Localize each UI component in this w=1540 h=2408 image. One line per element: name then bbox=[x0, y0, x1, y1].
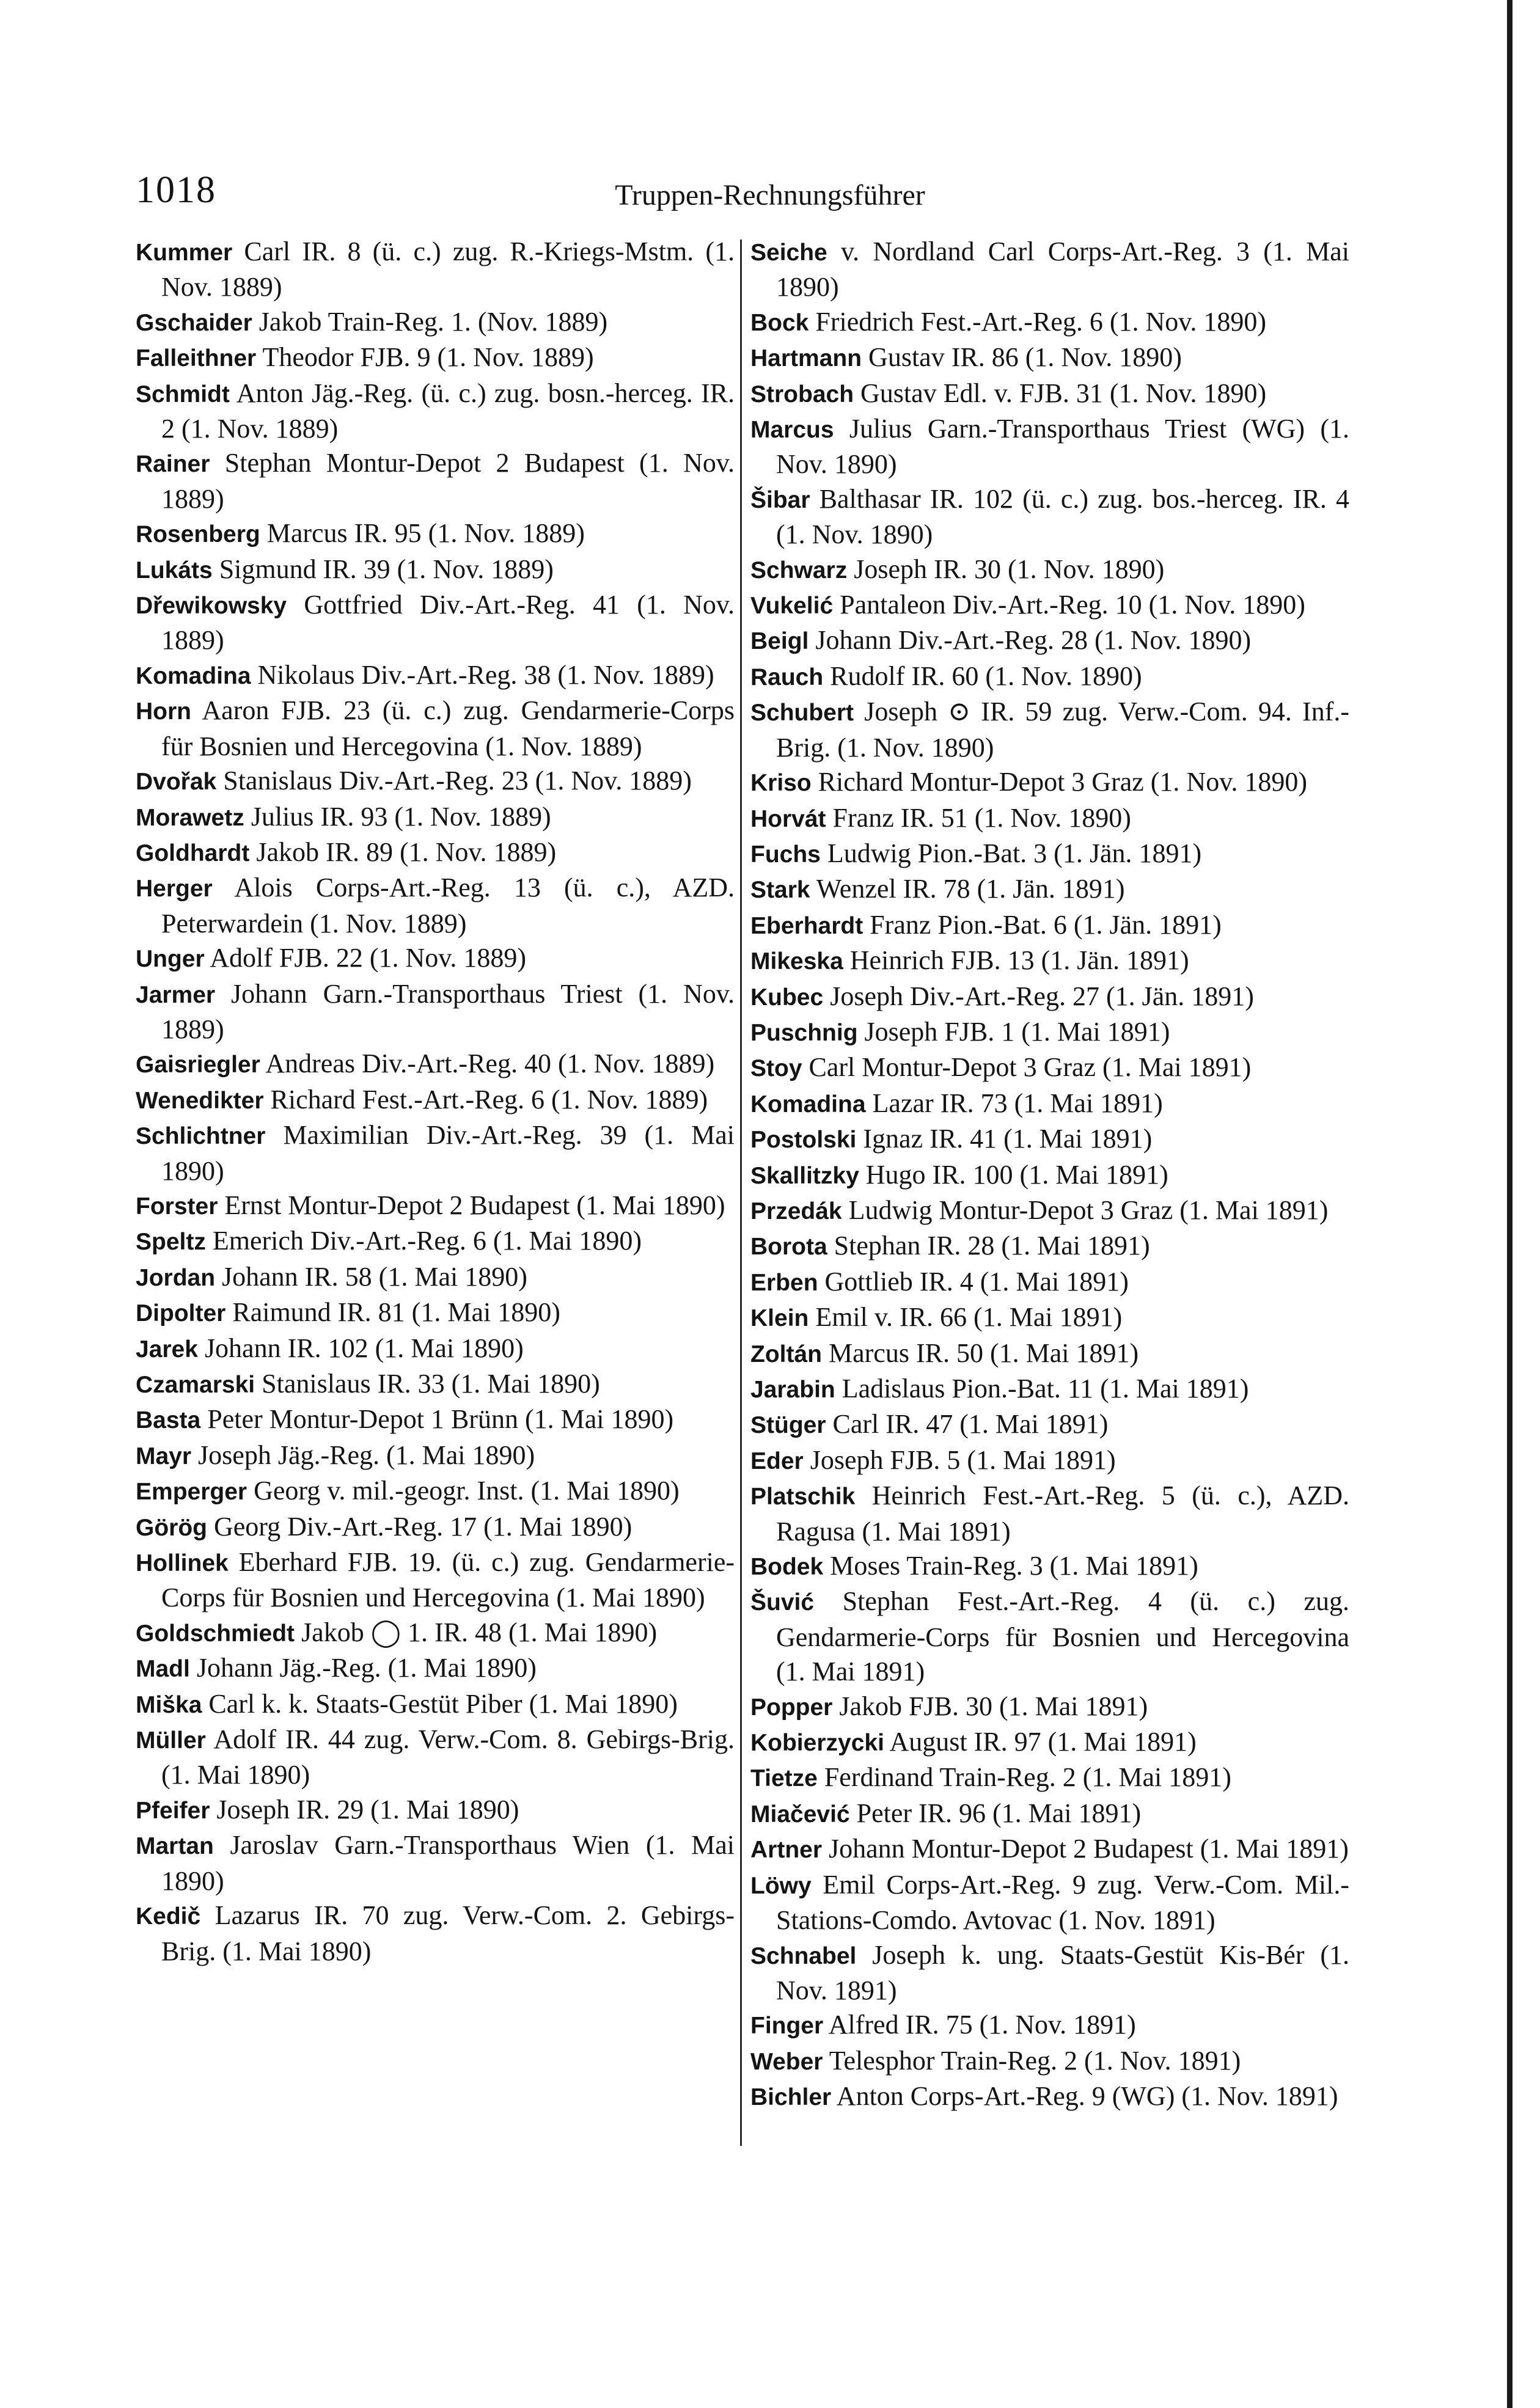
entry-surname: Kobierzycki bbox=[750, 1730, 884, 1757]
register-entry bbox=[136, 552, 735, 588]
entry-details: Richard Fest.-Art.-Reg. 6 (1. Nov. 1889) bbox=[270, 1084, 708, 1114]
entry-details: Stephan Montur-Depot 2 Budapest (1. Nov. 1889) bbox=[161, 448, 735, 514]
register-entry bbox=[750, 1300, 1349, 1336]
entry-surname: Šibar bbox=[750, 486, 810, 513]
register-entry bbox=[136, 1545, 735, 1616]
entry-surname: Komadina bbox=[136, 662, 251, 689]
entry-surname: Rosenberg bbox=[136, 521, 260, 548]
entry-details: Joseph FJB. 1 (1. Mai 1891) bbox=[864, 1016, 1170, 1047]
entry-details: Peter Montur-Depot 1 Brünn (1. Mai 1890) bbox=[207, 1404, 674, 1435]
entry-details: Nikolaus Div.-Art.-Reg. 38 (1. Nov. 1889) bbox=[257, 659, 714, 690]
entry-surname: Müller bbox=[136, 1727, 206, 1754]
entry-details: Gustav IR. 86 (1. Nov. 1890) bbox=[868, 342, 1182, 373]
entry-surname: Wenedikter bbox=[136, 1087, 264, 1114]
entry-surname: Basta bbox=[136, 1407, 201, 1434]
register-entry bbox=[750, 340, 1349, 376]
register-entry bbox=[136, 1083, 735, 1118]
register-entry bbox=[750, 695, 1349, 765]
entry-details: Joseph IR. 29 (1. Mai 1890) bbox=[216, 1794, 519, 1824]
register-entry bbox=[750, 765, 1349, 800]
entry-surname: Emperger bbox=[136, 1479, 248, 1506]
entry-details: Lazar IR. 73 (1. Mai 1891) bbox=[872, 1088, 1163, 1118]
entry-surname: Hollinek bbox=[136, 1550, 229, 1577]
entry-surname: Mikeska bbox=[750, 948, 843, 975]
entry-surname: Artner bbox=[750, 1837, 823, 1864]
register-entry bbox=[750, 1015, 1349, 1050]
entry-details: Anton Jäg.-Reg. (ü. c.) zug. bosn.-herceg. IR. 2 (1. Nov. 1889) bbox=[161, 378, 735, 444]
register-entry bbox=[750, 943, 1349, 979]
entry-surname: Borota bbox=[750, 1234, 827, 1261]
entry-surname: Marcus bbox=[750, 417, 834, 444]
entry-surname: Madl bbox=[136, 1656, 190, 1683]
register-entry bbox=[750, 1832, 1349, 1867]
entry-surname: Beigl bbox=[750, 628, 809, 655]
entry-details: Joseph IR. 30 (1. Nov. 1890) bbox=[854, 554, 1165, 584]
entry-details: Alois Corps-Art.-Reg. 13 (ü. c.), AZD. Peterwardein (1. Nov. 1889) bbox=[161, 873, 735, 939]
register-entry bbox=[136, 1651, 735, 1686]
entry-surname: Bichler bbox=[750, 2084, 832, 2111]
entry-surname: Dvořak bbox=[136, 769, 217, 796]
entry-details: v. Nordland Carl Corps-Art.-Reg. 3 (1. Mai 1890) bbox=[776, 236, 1349, 302]
entry-details: Georg v. mil.-geogr. Inst. (1. Mai 1890) bbox=[254, 1476, 680, 1506]
register-entry bbox=[136, 1260, 735, 1295]
entry-surname: Finger bbox=[750, 2013, 824, 2040]
entry-surname: Kriso bbox=[750, 770, 812, 797]
register-entry bbox=[750, 659, 1349, 695]
entry-details: Marcus IR. 95 (1. Nov. 1889) bbox=[266, 518, 585, 549]
entry-surname: Lukáts bbox=[136, 557, 213, 584]
entry-surname: Miška bbox=[136, 1691, 202, 1718]
entry-details: Theodor FJB. 9 (1. Nov. 1889) bbox=[262, 342, 594, 373]
entry-details: Gustav Edl. v. FJB. 31 (1. Nov. 1890) bbox=[860, 378, 1267, 408]
entry-details: Carl IR. 47 (1. Mai 1891) bbox=[832, 1409, 1109, 1440]
entry-surname: Šuvić bbox=[750, 1589, 815, 1616]
entry-surname: Zoltán bbox=[750, 1341, 822, 1367]
register-entry bbox=[750, 376, 1349, 412]
entry-surname: Vukelić bbox=[750, 593, 834, 620]
entry-details: Emil Corps-Art.-Reg. 9 zug. Verw.-Com. Mil.-Stations-Comdo. Avtovac (1. Nov. 1891) bbox=[776, 1869, 1349, 1936]
entry-details: Emil v. IR. 66 (1. Mai 1891) bbox=[815, 1302, 1123, 1333]
register-entry bbox=[136, 340, 735, 376]
entry-surname: Platschik bbox=[750, 1484, 856, 1510]
entry-details: Franz IR. 51 (1. Nov. 1890) bbox=[832, 802, 1131, 833]
entry-surname: Bock bbox=[750, 309, 809, 336]
register-entry bbox=[750, 412, 1349, 482]
entry-surname: Bodek bbox=[750, 1554, 824, 1581]
left-column bbox=[136, 235, 735, 1969]
entry-details: Heinrich FJB. 13 (1. Jän. 1891) bbox=[849, 945, 1189, 976]
register-entry bbox=[750, 908, 1349, 943]
entry-surname: Eder bbox=[750, 1447, 804, 1474]
entry-details: Ludwig Pion.-Bat. 3 (1. Jän. 1891) bbox=[827, 838, 1202, 868]
entry-surname: Gaisriegler bbox=[136, 1052, 260, 1078]
entry-surname: Kubec bbox=[750, 984, 824, 1011]
entry-surname: Fuchs bbox=[750, 841, 821, 868]
entry-surname: Morawetz bbox=[136, 804, 244, 831]
register-entry bbox=[136, 1510, 735, 1545]
entry-surname: Seiche bbox=[750, 240, 827, 266]
register-entry bbox=[750, 1122, 1349, 1157]
entry-details: Ferdinand Train-Reg. 2 (1. Mai 1891) bbox=[824, 1762, 1231, 1793]
entry-details: Ladislaus Pion.-Bat. 11 (1. Mai 1891) bbox=[842, 1374, 1249, 1403]
entry-surname: Hartmann bbox=[750, 345, 862, 372]
entry-surname: Klein bbox=[750, 1305, 809, 1332]
entry-details: Friedrich Fest.-Art.-Reg. 6 (1. Nov. 1890) bbox=[815, 306, 1267, 337]
entry-surname: Eberhardt bbox=[750, 912, 864, 939]
entry-surname: Postolski bbox=[750, 1127, 857, 1154]
register-entry bbox=[750, 1086, 1349, 1122]
entry-details: Jakob Train-Reg. 1. (Nov. 1889) bbox=[258, 306, 608, 337]
entry-surname: Popper bbox=[750, 1694, 833, 1721]
register-entry bbox=[136, 235, 735, 305]
register-entry bbox=[750, 1725, 1349, 1760]
entry-surname: Przedák bbox=[750, 1198, 842, 1224]
entry-surname: Schmidt bbox=[136, 381, 230, 408]
entry-details: Johann Garn.-Transporthaus Triest (1. Nov. 1889) bbox=[161, 978, 735, 1044]
entry-surname: Löwy bbox=[750, 1872, 812, 1899]
entry-details: Gottlieb IR. 4 (1. Mai 1891) bbox=[824, 1266, 1129, 1297]
register-entry bbox=[750, 1549, 1349, 1584]
entry-details: Stephan Fest.-Art.-Reg. 4 (ü. c.) zug. Gendarmerie-Corps für Bosnien und Hercegovina (1. Mai 1891) bbox=[776, 1586, 1349, 1687]
right-column bbox=[750, 235, 1349, 2115]
entry-details: Jakob ◯ 1. IR. 48 (1. Mai 1890) bbox=[301, 1617, 658, 1647]
register-entry bbox=[136, 1295, 735, 1331]
entry-details: Emerich Div.-Art.-Reg. 6 (1. Mai 1890) bbox=[212, 1226, 642, 1256]
entry-surname: Goldhardt bbox=[136, 840, 250, 866]
register-entry bbox=[136, 941, 735, 976]
entry-details: Heinrich Fest.-Art.-Reg. 5 (ü. c.), AZD. Ragusa (1. Mai 1891) bbox=[776, 1480, 1350, 1546]
entry-surname: Falleithner bbox=[136, 345, 257, 372]
register-entry bbox=[136, 835, 735, 871]
entry-details: Telesphor Train-Reg. 2 (1. Nov. 1891) bbox=[829, 2045, 1241, 2076]
register-entry bbox=[136, 1331, 735, 1367]
entry-details: Sigmund IR. 39 (1. Nov. 1889) bbox=[219, 554, 554, 584]
entry-surname: Puschnig bbox=[750, 1019, 858, 1046]
register-entry bbox=[136, 1438, 735, 1474]
register-entry bbox=[136, 305, 735, 340]
entry-surname: Görög bbox=[136, 1514, 207, 1541]
register-entry bbox=[750, 1050, 1349, 1086]
entry-surname: Gschaider bbox=[136, 309, 252, 336]
entry-surname: Stoy bbox=[750, 1055, 802, 1082]
register-entry bbox=[136, 1793, 735, 1828]
entry-details: Anton Corps-Art.-Reg. 9 (WG) (1. Nov. 1891) bbox=[836, 2081, 1338, 2112]
entry-details: Johann IR. 102 (1. Mai 1890) bbox=[204, 1333, 524, 1363]
entry-details: Moses Train-Reg. 3 (1. Mai 1891) bbox=[830, 1551, 1198, 1581]
entry-details: Wenzel IR. 78 (1. Jän. 1891) bbox=[816, 874, 1125, 904]
entry-surname: Rauch bbox=[750, 664, 824, 690]
register-entry bbox=[750, 1938, 1349, 2008]
entry-surname: Kummer bbox=[136, 240, 233, 266]
entry-details: Julius IR. 93 (1. Nov. 1889) bbox=[251, 801, 551, 832]
entry-surname: Komadina bbox=[750, 1091, 866, 1118]
register-entry bbox=[136, 1047, 735, 1082]
register-entry bbox=[750, 1336, 1349, 1372]
entry-surname: Stark bbox=[750, 877, 810, 904]
entry-details: Jakob IR. 89 (1. Nov. 1889) bbox=[256, 836, 557, 867]
entry-surname: Pfeifer bbox=[136, 1797, 210, 1824]
register-entry bbox=[136, 764, 735, 799]
entry-surname: Schwarz bbox=[750, 557, 848, 584]
register-entry bbox=[750, 2008, 1349, 2043]
entry-surname: Miačević bbox=[750, 1801, 850, 1828]
page-edge-rule bbox=[1507, 0, 1513, 2408]
entry-details: Joseph k. ung. Staats-Gestüt Kis-Bér (1. Nov. 1891) bbox=[776, 1939, 1349, 2005]
entry-details: Stephan IR. 28 (1. Mai 1891) bbox=[834, 1231, 1150, 1261]
entry-surname: Goldschmiedt bbox=[136, 1620, 295, 1647]
register-entry bbox=[750, 1443, 1349, 1479]
entry-details: Stanislaus Div.-Art.-Reg. 23 (1. Nov. 1889) bbox=[223, 766, 692, 796]
entry-details: Joseph ⊙ IR. 59 zug. Verw.-Com. 94. Inf.-Brig. (1. Nov. 1890) bbox=[776, 697, 1350, 763]
entry-details: Aaron FJB. 23 (ü. c.) zug. Gendarmerie-Corps für Bosnien und Hercegovina (1. Nov. 1889) bbox=[161, 695, 735, 761]
running-title: Truppen-Rechnungsführer bbox=[615, 179, 925, 211]
entry-surname: Schlichtner bbox=[136, 1123, 266, 1150]
entry-details: Jaroslav Garn.-Transporthaus Wien (1. Mai 1890) bbox=[161, 1830, 735, 1896]
register-entry bbox=[136, 1722, 735, 1793]
register-entry bbox=[750, 588, 1349, 623]
register-entry bbox=[136, 376, 735, 447]
register-entry bbox=[750, 1229, 1349, 1264]
entry-surname: Tietze bbox=[750, 1765, 818, 1792]
entry-details: Ignaz IR. 41 (1. Mai 1891) bbox=[863, 1124, 1153, 1154]
register-entry bbox=[750, 2044, 1349, 2079]
entry-details: Andreas Div.-Art.-Reg. 40 (1. Nov. 1889) bbox=[265, 1048, 715, 1079]
entry-details: Jakob FJB. 30 (1. Mai 1891) bbox=[839, 1691, 1148, 1721]
entry-details: Peter IR. 96 (1. Mai 1891) bbox=[856, 1798, 1142, 1828]
entry-surname: Schubert bbox=[750, 700, 854, 726]
entry-details: Alfred IR. 75 (1. Nov. 1891) bbox=[828, 2010, 1136, 2040]
register-entry bbox=[136, 588, 735, 658]
register-entry bbox=[136, 516, 735, 552]
entry-details: Stanislaus IR. 33 (1. Mai 1890) bbox=[262, 1369, 600, 1399]
entry-details: Eberhard FJB. 19. (ü. c.) zug. Gendarmerie-Corps für Bosnien und Hercegovina (1. Mai 1890) bbox=[161, 1547, 735, 1613]
register-entry bbox=[750, 801, 1349, 836]
entry-surname: Kedič bbox=[136, 1903, 201, 1930]
register-entry bbox=[136, 1402, 735, 1438]
entry-details: Marcus IR. 50 (1. Mai 1891) bbox=[828, 1338, 1139, 1368]
entry-surname: Erben bbox=[750, 1269, 818, 1296]
register-entry bbox=[750, 235, 1349, 305]
entry-details: Pantaleon Div.-Art.-Reg. 10 (1. Nov. 1890) bbox=[840, 590, 1305, 620]
entry-details: Carl Montur-Depot 3 Graz (1. Mai 1891) bbox=[809, 1052, 1252, 1083]
entry-details: Ludwig Montur-Depot 3 Graz (1. Mai 1891) bbox=[848, 1195, 1329, 1225]
register-entry bbox=[136, 800, 735, 835]
entry-surname: Herger bbox=[136, 876, 213, 902]
register-entry bbox=[750, 482, 1349, 552]
entry-surname: Schnabel bbox=[750, 1942, 857, 1969]
entry-surname: Forster bbox=[136, 1193, 218, 1220]
register-entry bbox=[750, 2079, 1349, 2115]
entry-surname: Jarek bbox=[136, 1336, 198, 1363]
register-entry bbox=[750, 1158, 1349, 1193]
entry-surname: Skallitzky bbox=[750, 1162, 859, 1189]
entry-details: Richard Montur-Depot 3 Graz (1. Nov. 1890) bbox=[818, 767, 1307, 797]
register-entry bbox=[750, 1265, 1349, 1300]
page-number: 1018 bbox=[136, 169, 216, 211]
entry-surname: Strobach bbox=[750, 381, 854, 408]
entry-surname: Jarmer bbox=[136, 981, 216, 1008]
entry-details: Joseph Jäg.-Reg. (1. Mai 1890) bbox=[198, 1440, 535, 1470]
entry-details: Georg Div.-Art.-Reg. 17 (1. Mai 1890) bbox=[213, 1511, 632, 1542]
entry-surname: Horvát bbox=[750, 805, 826, 832]
entry-surname: Speltz bbox=[136, 1229, 206, 1256]
register-entry bbox=[136, 1828, 735, 1898]
entry-surname: Unger bbox=[136, 946, 205, 973]
register-entry bbox=[750, 1479, 1349, 1549]
entry-surname: Horn bbox=[136, 698, 191, 725]
register-entry bbox=[136, 871, 735, 941]
entry-surname: Martan bbox=[136, 1833, 214, 1860]
register-entry bbox=[136, 1224, 735, 1259]
entry-details: Carl IR. 8 (ü. c.) zug. R.-Kriegs-Mstm. (1. Nov. 1889) bbox=[161, 236, 735, 302]
entry-details: Joseph FJB. 5 (1. Mai 1891) bbox=[810, 1444, 1116, 1475]
entry-details: Franz Pion.-Bat. 6 (1. Jän. 1891) bbox=[870, 909, 1222, 940]
register-entry bbox=[750, 552, 1349, 588]
entry-details: Maximilian Div.-Art.-Reg. 39 (1. Mai 1890) bbox=[161, 1120, 735, 1186]
entry-details: Hugo IR. 100 (1. Mai 1891) bbox=[865, 1159, 1168, 1190]
register-entry bbox=[750, 1584, 1349, 1689]
entry-details: Lazarus IR. 70 zug. Verw.-Com. 2. Gebirgs-Brig. (1. Mai 1890) bbox=[161, 1900, 735, 1966]
register-entry bbox=[750, 305, 1349, 340]
entry-details: Rudolf IR. 60 (1. Nov. 1890) bbox=[830, 661, 1142, 691]
entry-details: Balthasar IR. 102 (ü. c.) zug. bos.-herceg. IR. 4 (1. Nov. 1890) bbox=[776, 483, 1350, 550]
register-entry bbox=[750, 1760, 1349, 1796]
register-entry bbox=[750, 979, 1349, 1015]
entry-surname: Rainer bbox=[136, 451, 210, 478]
register-entry bbox=[136, 658, 735, 693]
entry-details: Johann Montur-Depot 2 Budapest (1. Mai 1891) bbox=[829, 1834, 1349, 1864]
entry-surname: Mayr bbox=[136, 1443, 192, 1469]
register-entry bbox=[750, 1868, 1349, 1938]
register-entry bbox=[136, 1188, 735, 1224]
entry-surname: Jordan bbox=[136, 1264, 216, 1291]
entry-surname: Stüger bbox=[750, 1412, 826, 1439]
register-entry bbox=[136, 1687, 735, 1722]
entry-details: Johann Jäg.-Reg. (1. Mai 1890) bbox=[196, 1653, 537, 1683]
register-entry bbox=[136, 1616, 735, 1651]
entry-details: Gottfried Div.-Art.-Reg. 41 (1. Nov. 1889) bbox=[161, 590, 735, 656]
register-entry bbox=[136, 446, 735, 516]
column-divider bbox=[740, 240, 742, 2146]
entry-details: Johann Div.-Art.-Reg. 28 (1. Nov. 1890) bbox=[815, 625, 1252, 656]
register-entry bbox=[750, 1689, 1349, 1725]
entry-surname: Czamarski bbox=[136, 1372, 255, 1398]
register-entry bbox=[750, 1796, 1349, 1832]
register-entry bbox=[136, 1118, 735, 1188]
register-entry bbox=[750, 1407, 1349, 1443]
entry-surname: Dipolter bbox=[136, 1300, 226, 1327]
register-entry bbox=[136, 1474, 735, 1509]
register-entry bbox=[750, 872, 1349, 907]
entry-details: Julius Garn.-Transporthaus Triest (WG) (1. Nov. 1890) bbox=[776, 414, 1349, 480]
entry-details: Adolf FJB. 22 (1. Nov. 1889) bbox=[210, 943, 527, 973]
entry-details: August IR. 97 (1. Mai 1891) bbox=[889, 1727, 1197, 1757]
register-entry bbox=[136, 977, 735, 1047]
entry-details: Joseph Div.-Art.-Reg. 27 (1. Jän. 1891) bbox=[830, 981, 1254, 1011]
register-entry bbox=[136, 693, 735, 764]
entry-details: Carl k. k. Staats-Gestüt Piber (1. Mai 1890) bbox=[208, 1688, 678, 1719]
register-entry bbox=[136, 1367, 735, 1402]
entry-surname: Dřewikowsky bbox=[136, 593, 287, 620]
register-entry bbox=[750, 836, 1349, 872]
entry-details: Johann IR. 58 (1. Mai 1890) bbox=[222, 1261, 527, 1292]
entry-surname: Weber bbox=[750, 2048, 823, 2075]
entry-surname: Jarabin bbox=[750, 1377, 835, 1403]
entry-details: Raimund IR. 81 (1. Mai 1890) bbox=[232, 1297, 560, 1328]
register-entry bbox=[750, 1372, 1349, 1407]
register-entry bbox=[750, 1193, 1349, 1229]
register-entry bbox=[136, 1898, 735, 1969]
entry-details: Adolf IR. 44 zug. Verw.-Com. 8. Gebirgs-Brig. (1. Mai 1890) bbox=[161, 1724, 735, 1790]
entry-details: Ernst Montur-Depot 2 Budapest (1. Mai 1890) bbox=[224, 1190, 725, 1220]
register-entry bbox=[750, 623, 1349, 659]
